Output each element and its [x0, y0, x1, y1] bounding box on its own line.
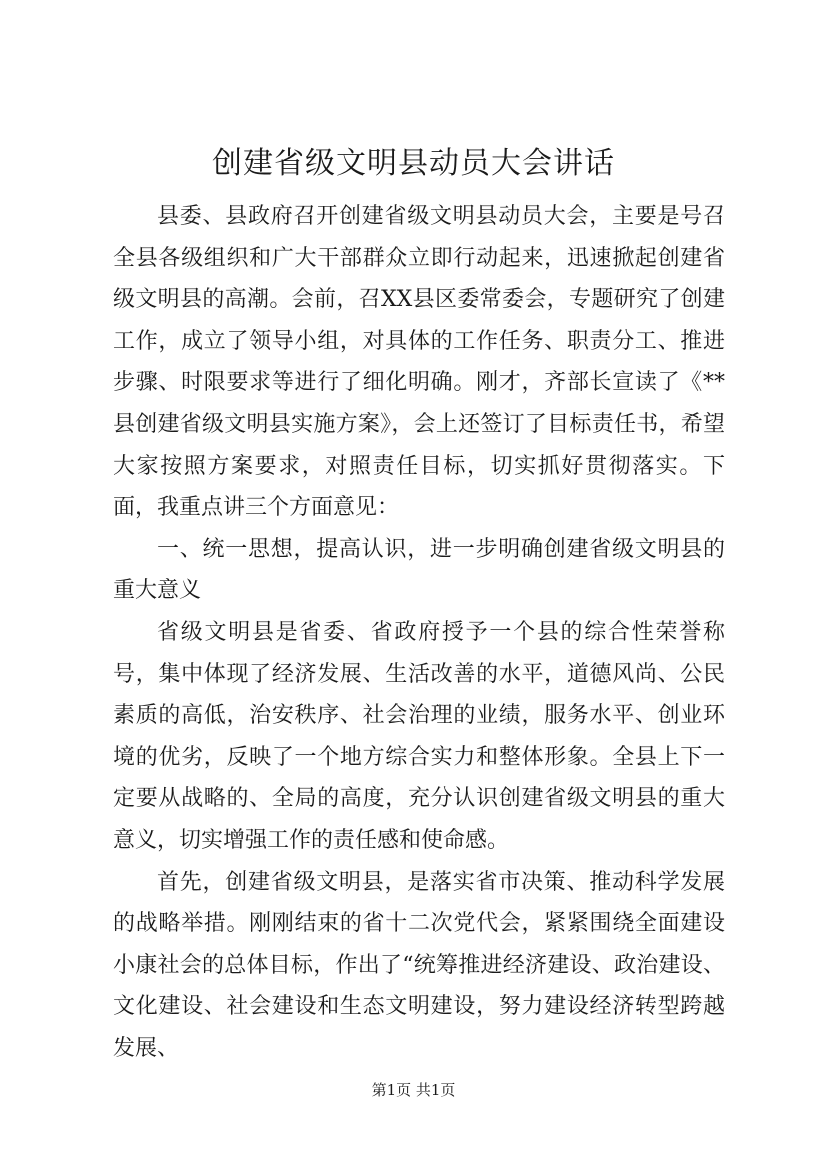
document-title: 创建省级文明县动员大会讲话 [212, 146, 615, 181]
document-body [113, 196, 725, 1069]
section-heading-1: 一、统一思想，提高认识，进一步明确创建省级文明县的重大意义 [113, 536, 725, 604]
paragraph-significance: 省级文明县是省委、省政府授予一个县的综合性荣誉称号，集中体现了经济发展、生活改善的水平，道德风尚、公民素质的高低，治安秩序、社会治理的业绩，服务水平、创业环境的优劣，反映了一个地方综合实力和整体形象。全县上下一定要从战略的、全局的高度，充分认识创建省级文明县的重大意义，切实增强工作的责任感和使命感。 [113, 619, 725, 853]
paragraph-intro: 县委、县政府召开创建省级文明县动员大会，主要是号召全县各级组织和广大干部群众立即行动起来，迅速掀起创建省级文明县的高潮。会前，召XX县区委常委会，专题研究了创建工作，成立了领导小组，对具体的工作任务、职责分工、推进步骤、时限要求等进行了细化明确。刚才，齐部长宣读了《**县创建省级文明县实施方案》，会上还签订了目标责任书，希望大家按照方案要求，对照责任目标，切实抓好贯彻落实。下面，我重点讲三个方面意见： [113, 204, 725, 521]
page-footer: 第1页 共1页 [371, 1081, 456, 1099]
paragraph-first-point: 首先，创建省级文明县，是落实省市决策、推动科学发展的战略举措。刚刚结束的省十二次党代会，紧紧围绕全面建设小康社会的总体目标，作出了“统筹推进经济建设、政治建设、文化建设、社会建设和生态文明建设，努力建设经济转型跨越发展、 [113, 869, 725, 1061]
